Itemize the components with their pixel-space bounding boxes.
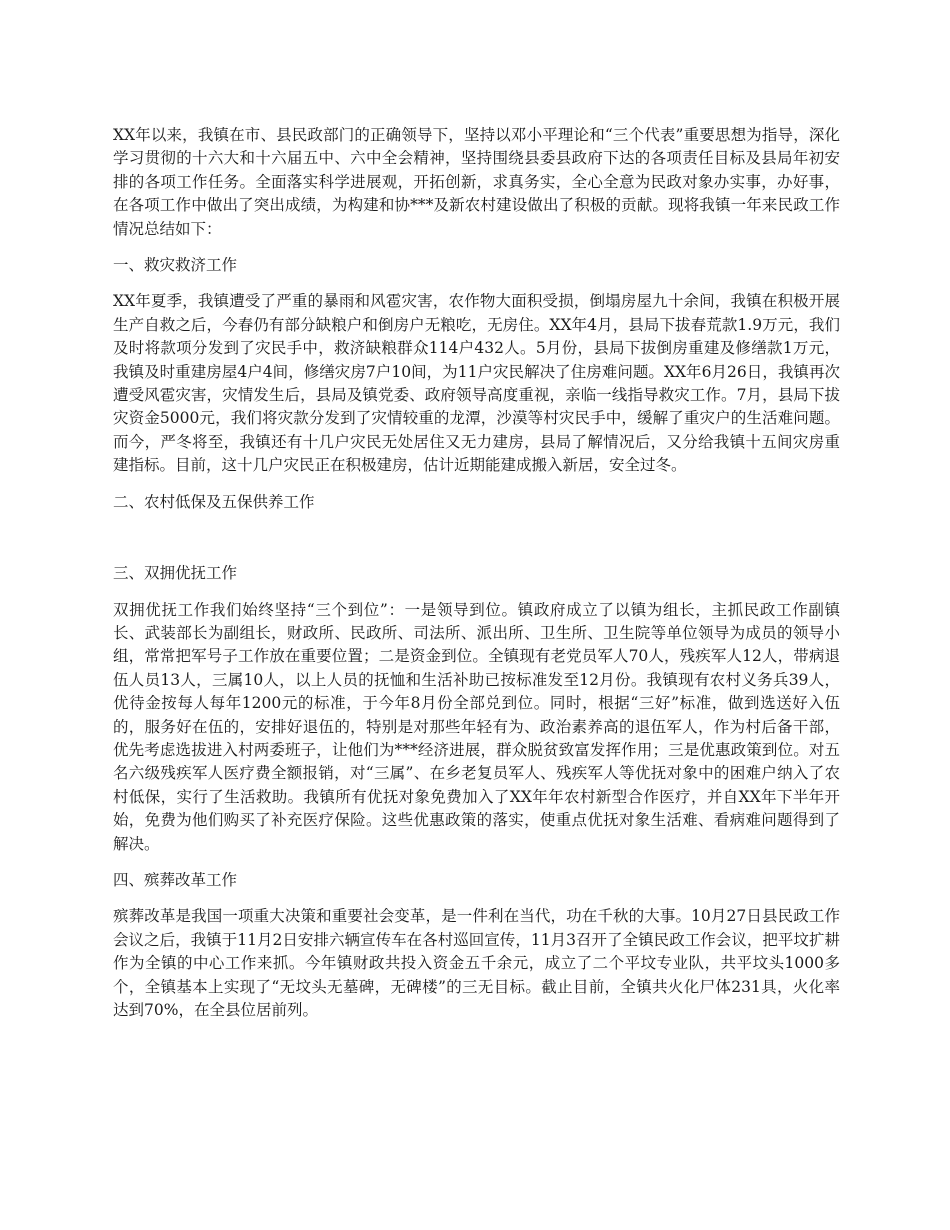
spacer: [113, 586, 840, 599]
section-body-disaster-relief: XX年夏季，我镇遭受了严重的暴雨和风雹灾害，农作物大面积受损，倒塌房屋九十余间，我镇在积极开展生产自救之后，今春仍有部分缺粮户和倒房户无粮吃，无房住。XX年4月，县局下拔春荒款1.9万元，我们及时将款项分发到了灾民手中，救济缺粮群众114户432人。5月份，县局下拔倒房重建及修缮款1万元，我镇及时重建房屋4户4间，修缮灾房7户10间，为11户灾民解决了住房难问题。XX年6月26日，我镇再次遭受风雹灾害，灾情发生后，县局及镇党委、政府领导高度重视，亲临一线指导救灾工作。7月，县局下拔灾资金5000元，我们将灾款分发到了灾情较重的龙潭，沙漠等村灾民手中，缓解了重灾户的生活难问题。而今，严冬将至，我镇还有十几户灾民无处居住又无力建房，县局了解情况后，又分给我镇十五间灾房重建指标。目前，这十几户灾民正在积极建房，估计近期能建成搬入新居，安全过冬。: [113, 292, 840, 475]
section-body-military-support: 双拥优抚工作我们始终坚持“三个到位”：一是领导到位。镇政府成立了以镇为组长，主抓民政工作副镇长、武装部长为副组长，财政所、民政所、司法所、派出所、卫生所、卫生院等单位领导为成员的领导小组，常常把军号子工作放在重要位置；二是资金到位。全镇现有老党员军人70人，残疾军人12人，带病退伍人员13人，三属10人，以上人员的抚恤和生活补助已按标准发至12月份。我镇现有农村义务兵39人，优待金按每人每年1200元的标准，于今年8月份全部兑到位。同时，根据“三好”标准，做到选送好入伍的，服务好在伍的，安排好退伍的，特别是对那些年轻有为、政治素养高的退伍军人，作为村后备干部，优先考虑选拔进入村两委班子，让他们为***经济进展，群众脱贫致富发挥作用；三是优惠政策到位。对五名六级残疾军人医疗费全额报销，对“三属”、在乡老复员军人、残疾军人等优抚对象中的困难户纳入了农村低保，实行了生活救助。我镇所有优抚对象免费加入了XX年年农村新型合作医疗，并自XX年下半年开始，免费为他们购买了补充医疗保险。这些优惠政策的落实，使重点优抚对象生活难、看病难问题得到了解决。: [113, 600, 840, 853]
spacer: [113, 892, 840, 905]
spacer: [113, 478, 840, 491]
document-page: [113, 124, 840, 1022]
spacer: [113, 277, 840, 290]
spacer: [113, 856, 840, 869]
intro-paragraph: XX年以来，我镇在市、县民政部门的正确领导下，坚持以邓小平理论和“三个代表”重要思想为指导，深化学习贯彻的十六大和十六届五中、六中全会精神，坚持围绕县委县政府下达的各项责任目标及县局年初安排的各项工作任务。全面落实科学进展观，开拓创新，求真务实，全心全意为民政对象办实事，办好事，在各项工作中做出了突出成绩，为构建和协***及新农村建设做出了积极的贡献。现将我镇一年来民政工作情况总结如下：: [113, 126, 840, 238]
section-heading-military-support: 三、双拥优抚工作: [113, 564, 238, 583]
section-heading-funeral-reform: 四、殡葬改革工作: [113, 870, 238, 889]
section-heading-rural-subsistence: 二、农村低保及五保供养工作: [113, 492, 315, 511]
spacer: [113, 241, 840, 254]
section-body-funeral-reform: 殡葬改革是我国一项重大决策和重要社会变革，是一件利在当代，功在千秋的大事。10月27日县民政工作会议之后，我镇于11月2日安排六辆宣传车在各村巡回宣传，11月3召开了全镇民政工作会议，把平坟扩耕作为全镇的中心工作来抓。今年镇财政共投入资金五千余元，成立了二个平坟专业队，共平坟头1000多个，全镇基本上实现了“无坟头无墓碑，无碑楼”的三无目标。截止目前，全镇共火化尸体231具，火化率达到70%，在全县位居前列。: [113, 907, 840, 1019]
section-heading-disaster-relief: 一、救灾救济工作: [113, 256, 238, 275]
spacer: [113, 514, 840, 562]
